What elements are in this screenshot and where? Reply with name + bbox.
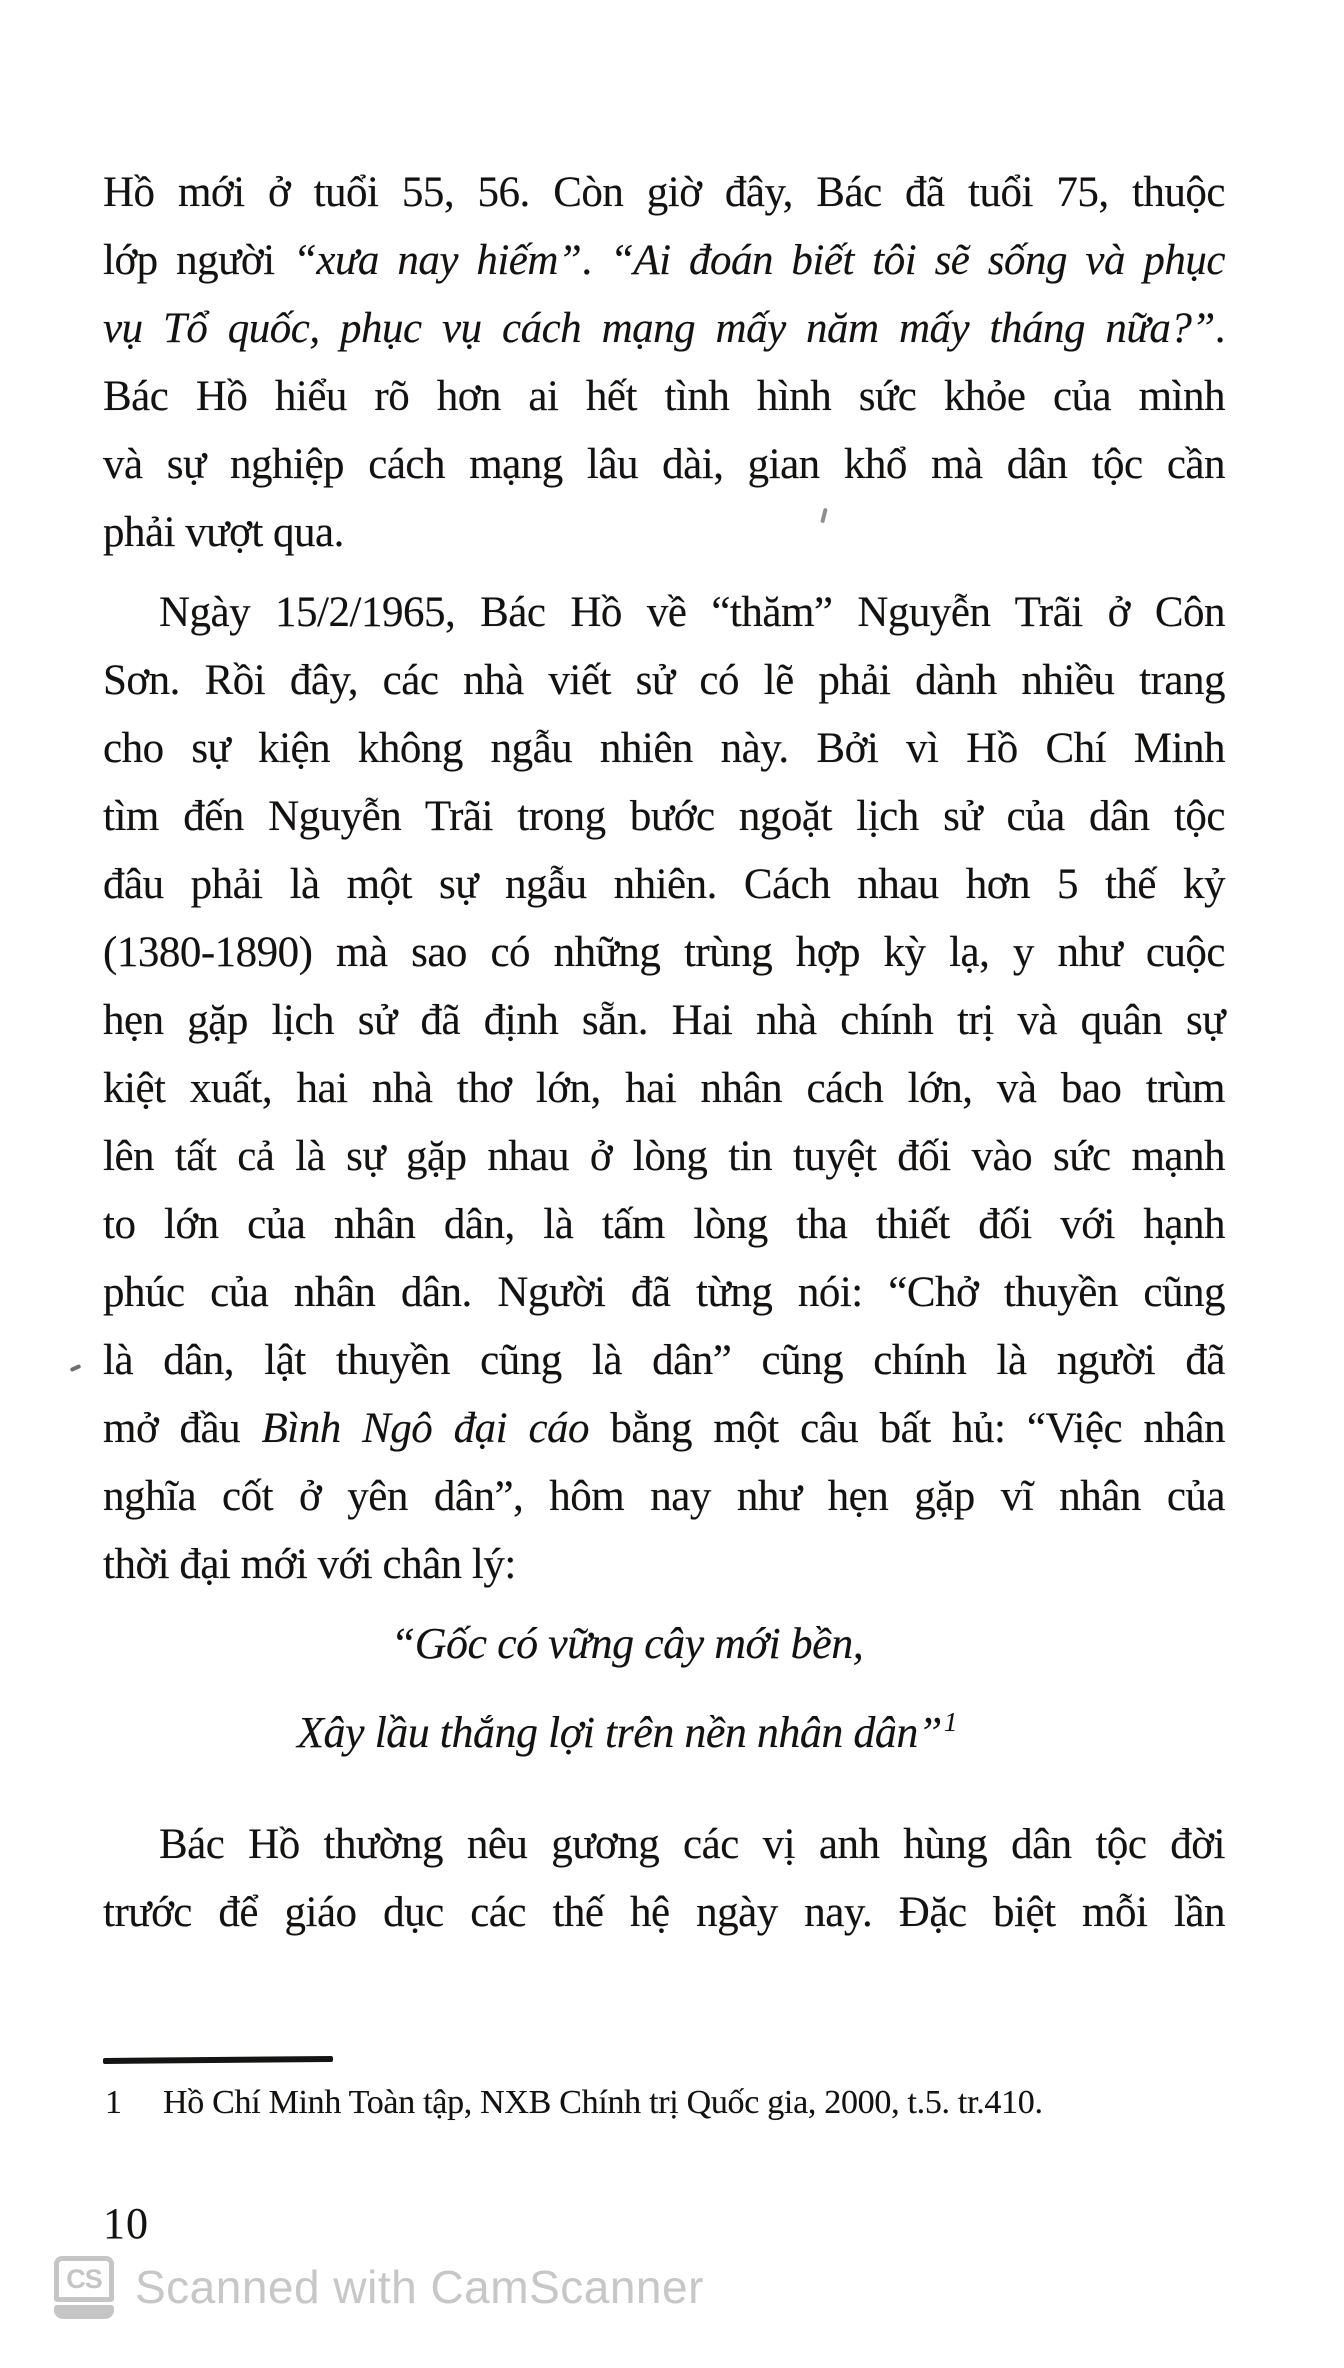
text-line: Bác Hồ hiểu rõ hơn ai hết tình hình sức khỏe của mình (103, 373, 1225, 420)
page-number: 10 (103, 2199, 149, 2248)
text-segment-italic: “xưa nay hiếm” (292, 237, 582, 284)
text-line: hẹn gặp lịch sử đã định sẵn. Hai nhà chính trị và quân sự (103, 997, 1225, 1044)
text-line (103, 227, 1225, 295)
verse-text: Xây lầu thắng lợi trên nền nhân dân” (297, 1708, 942, 1757)
text-segment: bằng một câu bất hủ: “Việc nhân (589, 1405, 1225, 1452)
text-segment-italic: Bình Ngô đại cáo (261, 1405, 590, 1452)
text-segment: lớp người (103, 237, 293, 284)
camscanner-watermark-text: Scanned with CamScanner (135, 2261, 704, 2313)
text-segment: mở đầu (103, 1405, 262, 1452)
text-line: Bác Hồ thường nêu gương các vị anh hùng dân tộc đời (159, 1821, 1225, 1868)
text-line: Sơn. Rồi đây, các nhà viết sử có lẽ phải dành nhiều trang (103, 657, 1225, 704)
footnote-marker: 1 (105, 2084, 122, 2121)
camscanner-icon-bar (54, 2305, 114, 2319)
text-line: đâu phải là một sự ngẫu nhiên. Cách nhau hơn 5 thế kỷ (103, 861, 1225, 908)
text-line: Hồ mới ở tuổi 55, 56. Còn giờ đây, Bác đã tuổi 75, thuộc (103, 169, 1225, 216)
page-text (103, 159, 1225, 2126)
scan-artifact (70, 1364, 82, 1372)
camscanner-icon-letters: CS (54, 2256, 114, 2302)
text-segment: . (1214, 305, 1225, 352)
text-line: to lớn của nhân dân, là tấm lòng tha thiết đối với hạnh (103, 1201, 1225, 1248)
footnote-divider (103, 2056, 333, 2064)
paragraph-1 (103, 159, 1225, 567)
footnote-text: Hồ Chí Minh Toàn tập, NXB Chính trị Quốc gia, 2000, t.5. tr.410. (163, 2084, 1043, 2121)
paragraph-2 (103, 579, 1225, 1599)
text-line: tìm đến Nguyễn Trãi trong bước ngoặt lịch sử của dân tộc (103, 793, 1225, 840)
text-line: lên tất cả là sự gặp nhau ở lòng tin tuyệt đối vào sức mạnh (103, 1133, 1225, 1180)
text-line: phải vượt qua. (103, 509, 344, 556)
text-line (103, 1395, 1225, 1463)
text-line: thời đại mới với chân lý: (103, 1541, 516, 1588)
footnote (103, 2080, 1225, 2126)
text-segment-italic: “Ai đoán biết tôi sẽ sống và phục (609, 237, 1225, 284)
verse-quote (66, 1605, 1188, 1772)
text-line: và sự nghiệp cách mạng lâu dài, gian khổ mà dân tộc cần (103, 441, 1225, 488)
verse-line: “Gốc có vững cây mới bền, (390, 1619, 864, 1668)
camscanner-icon (54, 2256, 114, 2319)
text-segment: . (581, 237, 610, 284)
text-line: Ngày 15/2/1965, Bác Hồ về “thăm” Nguyễn Trãi ở Côn (159, 589, 1225, 636)
footnote-reference: 1 (943, 1707, 957, 1737)
text-line: phúc của nhân dân. Người đã từng nói: “Chở thuyền cũng (103, 1269, 1225, 1316)
verse-line (66, 1683, 1188, 1772)
paragraph-3 (103, 1811, 1225, 1947)
text-line: nghĩa cốt ở yên dân”, hôm nay như hẹn gặp vĩ nhân của (103, 1473, 1225, 1520)
text-line: cho sự kiện không ngẫu nhiên này. Bởi vì Hồ Chí Minh (103, 725, 1225, 772)
text-line (103, 295, 1225, 363)
text-line: kiệt xuất, hai nhà thơ lớn, hai nhân cách lớn, và bao trùm (103, 1065, 1225, 1112)
text-line: (1380-1890) mà sao có những trùng hợp kỳ lạ, y như cuộc (103, 929, 1225, 976)
text-line: trước để giáo dục các thế hệ ngày nay. Đặc biệt mỗi lần (103, 1889, 1225, 1936)
text-line: là dân, lật thuyền cũng là dân” cũng chính là người đã (103, 1337, 1225, 1384)
text-segment-italic: vụ Tổ quốc, phục vụ cách mạng mấy năm mấy tháng nữa?” (103, 305, 1215, 352)
